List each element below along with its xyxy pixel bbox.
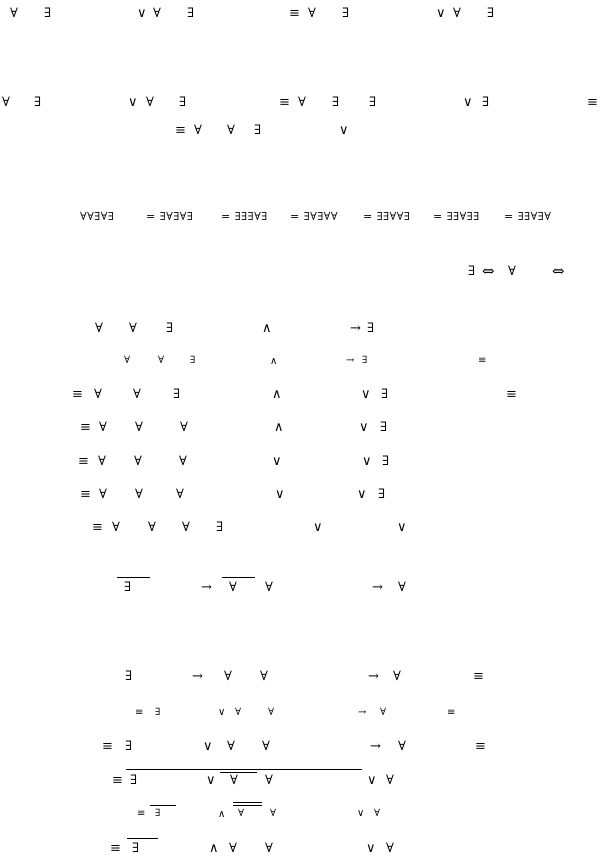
equiv-symbol: ≡: [135, 707, 144, 718]
or-symbol: ∨: [272, 454, 282, 469]
exists-symbol: ∃: [342, 6, 350, 21]
forall-symbol: ∀: [135, 420, 143, 435]
equiv-symbol: ≡: [80, 420, 91, 435]
quantifier-sequence: = ∃∀∃∀∃: [146, 210, 194, 223]
forall-symbol: ∀: [112, 520, 120, 535]
or-symbol: ∨: [362, 454, 372, 469]
implies-arrow: →: [350, 321, 361, 336]
equiv-symbol: ≡: [447, 707, 456, 718]
exists-symbol: ∃: [362, 355, 368, 366]
forall-symbol: ∀: [180, 420, 188, 435]
forall-symbol: ∀: [262, 739, 270, 754]
negation-bar: [222, 577, 255, 578]
forall-symbol: ∀: [194, 123, 202, 138]
and-symbol: ∧: [270, 356, 278, 367]
equiv-symbol: ≡: [478, 355, 487, 366]
exists-symbol: ∃: [332, 95, 340, 110]
negation-bar: [150, 805, 176, 806]
equiv-symbol: ≡: [279, 95, 290, 110]
forall-symbol: ∀: [99, 487, 107, 502]
quantifier-sequence: = ∃∃∃∀∃: [221, 210, 268, 223]
forall-symbol: ∀: [153, 6, 161, 21]
forall-symbol: ∀: [148, 520, 156, 535]
forall-symbol: ∀: [235, 707, 242, 718]
exists-symbol: ∃: [254, 123, 262, 138]
forall-symbol: ∀: [98, 454, 106, 469]
forall-symbol: ∀: [227, 739, 235, 754]
forall-symbol: ∀: [2, 95, 10, 110]
forall-symbol: ∀: [260, 669, 268, 684]
quantifier-sequence: = ∃∀∃∀∀: [290, 210, 339, 223]
forall-symbol: ∀: [268, 707, 275, 718]
quantifier-sequence: = ∃∃∀∃∃: [433, 210, 480, 223]
exists-symbol: ∃: [125, 669, 133, 684]
or-symbol: ∨: [463, 95, 473, 110]
forall-symbol: ∀: [10, 6, 18, 21]
and-symbol: ∧: [274, 420, 284, 435]
implies-arrow: →: [358, 707, 367, 718]
forall-symbol: ∀: [134, 454, 142, 469]
forall-symbol: ∀: [129, 321, 137, 336]
and-symbol: ∧: [272, 387, 282, 402]
exists-symbol: ∃: [187, 6, 195, 21]
equiv-symbol: ≡: [80, 487, 91, 502]
forall-symbol: ∀: [374, 808, 381, 819]
or-symbol: ∨: [397, 520, 407, 535]
negation-bar: [233, 805, 262, 806]
implies-arrow: →: [372, 580, 383, 595]
forall-symbol: ∀: [182, 520, 190, 535]
implies-arrow: →: [370, 739, 381, 754]
forall-symbol: ∀: [158, 355, 165, 366]
negation-bar: [220, 772, 257, 773]
forall-symbol: ∀: [393, 669, 401, 684]
or-symbol: ∨: [128, 95, 138, 110]
forall-symbol: ∀: [94, 387, 102, 402]
equiv-symbol: ≡: [78, 454, 89, 469]
negation-bar: [117, 577, 150, 578]
exists-symbol: ∃: [216, 520, 224, 535]
or-symbol: ∨: [275, 487, 285, 502]
forall-symbol: ∀: [146, 95, 154, 110]
forall-symbol: ∀: [229, 580, 237, 595]
exists-symbol: ∃: [190, 355, 196, 366]
exists-symbol: ∃: [381, 387, 389, 402]
or-symbol: ∨: [359, 420, 369, 435]
equiv-symbol: ≡: [102, 739, 113, 754]
forall-symbol: ∀: [227, 123, 235, 138]
equiv-symbol: ≡: [506, 387, 517, 402]
forall-symbol: ∀: [308, 6, 316, 21]
forall-symbol: ∀: [176, 487, 184, 502]
negation-bar: [233, 802, 262, 803]
forall-symbol: ∀: [179, 454, 187, 469]
or-symbol: ∨: [313, 520, 323, 535]
forall-symbol: ∀: [380, 707, 387, 718]
iff-symbol: ⇔: [552, 262, 565, 280]
exists-symbol: ∃: [132, 841, 140, 856]
or-symbol: ∨: [203, 739, 213, 754]
forall-symbol: ∀: [386, 773, 394, 788]
or-symbol: ∨: [366, 841, 376, 856]
forall-symbol: ∀: [95, 321, 103, 336]
exists-symbol: ∃: [468, 264, 476, 279]
equiv-symbol: ≡: [137, 808, 146, 819]
exists-symbol: ∃: [380, 420, 388, 435]
exists-symbol: ∃: [125, 739, 133, 754]
forall-symbol: ∀: [224, 669, 232, 684]
exists-symbol: ∃: [166, 321, 174, 336]
quantifier-sequence: ∀∀∃∀∃: [80, 210, 115, 223]
forall-symbol: ∀: [124, 355, 131, 366]
equiv-symbol: ≡: [289, 6, 300, 21]
quantifier-sequence: = ∃∃∀∃∀: [504, 210, 552, 223]
negation-bar: [127, 838, 158, 839]
forall-symbol: ∀: [99, 420, 107, 435]
forall-symbol: ∀: [238, 808, 245, 819]
forall-symbol: ∀: [508, 264, 516, 279]
exists-symbol: ∃: [34, 95, 42, 110]
forall-symbol: ∀: [298, 95, 306, 110]
and-symbol: ∧: [209, 841, 219, 856]
equiv-symbol: ≡: [92, 520, 103, 535]
forall-symbol: ∀: [135, 487, 143, 502]
or-symbol: ∨: [367, 773, 377, 788]
exists-symbol: ∃: [382, 454, 390, 469]
negation-bar: [126, 769, 362, 770]
and-symbol: ∧: [262, 321, 272, 336]
equiv-symbol: ≡: [473, 669, 484, 684]
implies-arrow: →: [346, 355, 355, 366]
exists-symbol: ∃: [155, 707, 161, 718]
or-symbol: ∨: [361, 387, 371, 402]
or-symbol: ∨: [339, 123, 349, 138]
equiv-symbol: ≡: [175, 123, 186, 138]
iff-symbol: ⇔: [482, 262, 495, 280]
or-symbol: ∨: [357, 808, 365, 819]
forall-symbol: ∀: [133, 387, 141, 402]
exists-symbol: ∃: [482, 95, 490, 110]
exists-symbol: ∃: [369, 95, 377, 110]
exists-symbol: ∃: [487, 6, 495, 21]
implies-arrow: →: [192, 669, 203, 684]
or-symbol: ∨: [206, 773, 216, 788]
equiv-symbol: ≡: [112, 773, 123, 788]
or-symbol: ∨: [137, 6, 147, 21]
equiv-symbol: ≡: [110, 841, 121, 856]
equiv-symbol: ≡: [72, 387, 83, 402]
exists-symbol: ∃: [124, 580, 132, 595]
exists-symbol: ∃: [155, 808, 161, 819]
forall-symbol: ∀: [398, 580, 406, 595]
or-symbol: ∨: [357, 487, 367, 502]
or-symbol: ∨: [218, 707, 226, 718]
exists-symbol: ∃: [173, 387, 181, 402]
implies-arrow: →: [201, 580, 212, 595]
and-symbol: ∧: [218, 809, 226, 820]
forall-symbol: ∀: [265, 773, 273, 788]
forall-symbol: ∀: [398, 739, 406, 754]
exists-symbol: ∃: [130, 773, 138, 788]
or-symbol: ∨: [436, 6, 446, 21]
exists-symbol: ∃: [367, 321, 375, 336]
exists-symbol: ∃: [44, 6, 52, 21]
quantifier-sequence: = ∃∃∀∀∃: [363, 210, 411, 223]
equiv-symbol: ≡: [587, 95, 598, 110]
forall-symbol: ∀: [270, 808, 277, 819]
forall-symbol: ∀: [386, 841, 394, 856]
equiv-symbol: ≡: [475, 739, 486, 754]
forall-symbol: ∀: [265, 841, 273, 856]
forall-symbol: ∀: [453, 6, 461, 21]
exists-symbol: ∃: [378, 487, 386, 502]
implies-arrow: →: [368, 669, 379, 684]
forall-symbol: ∀: [229, 841, 237, 856]
forall-symbol: ∀: [265, 580, 273, 595]
forall-symbol: ∀: [230, 773, 238, 788]
exists-symbol: ∃: [179, 95, 187, 110]
